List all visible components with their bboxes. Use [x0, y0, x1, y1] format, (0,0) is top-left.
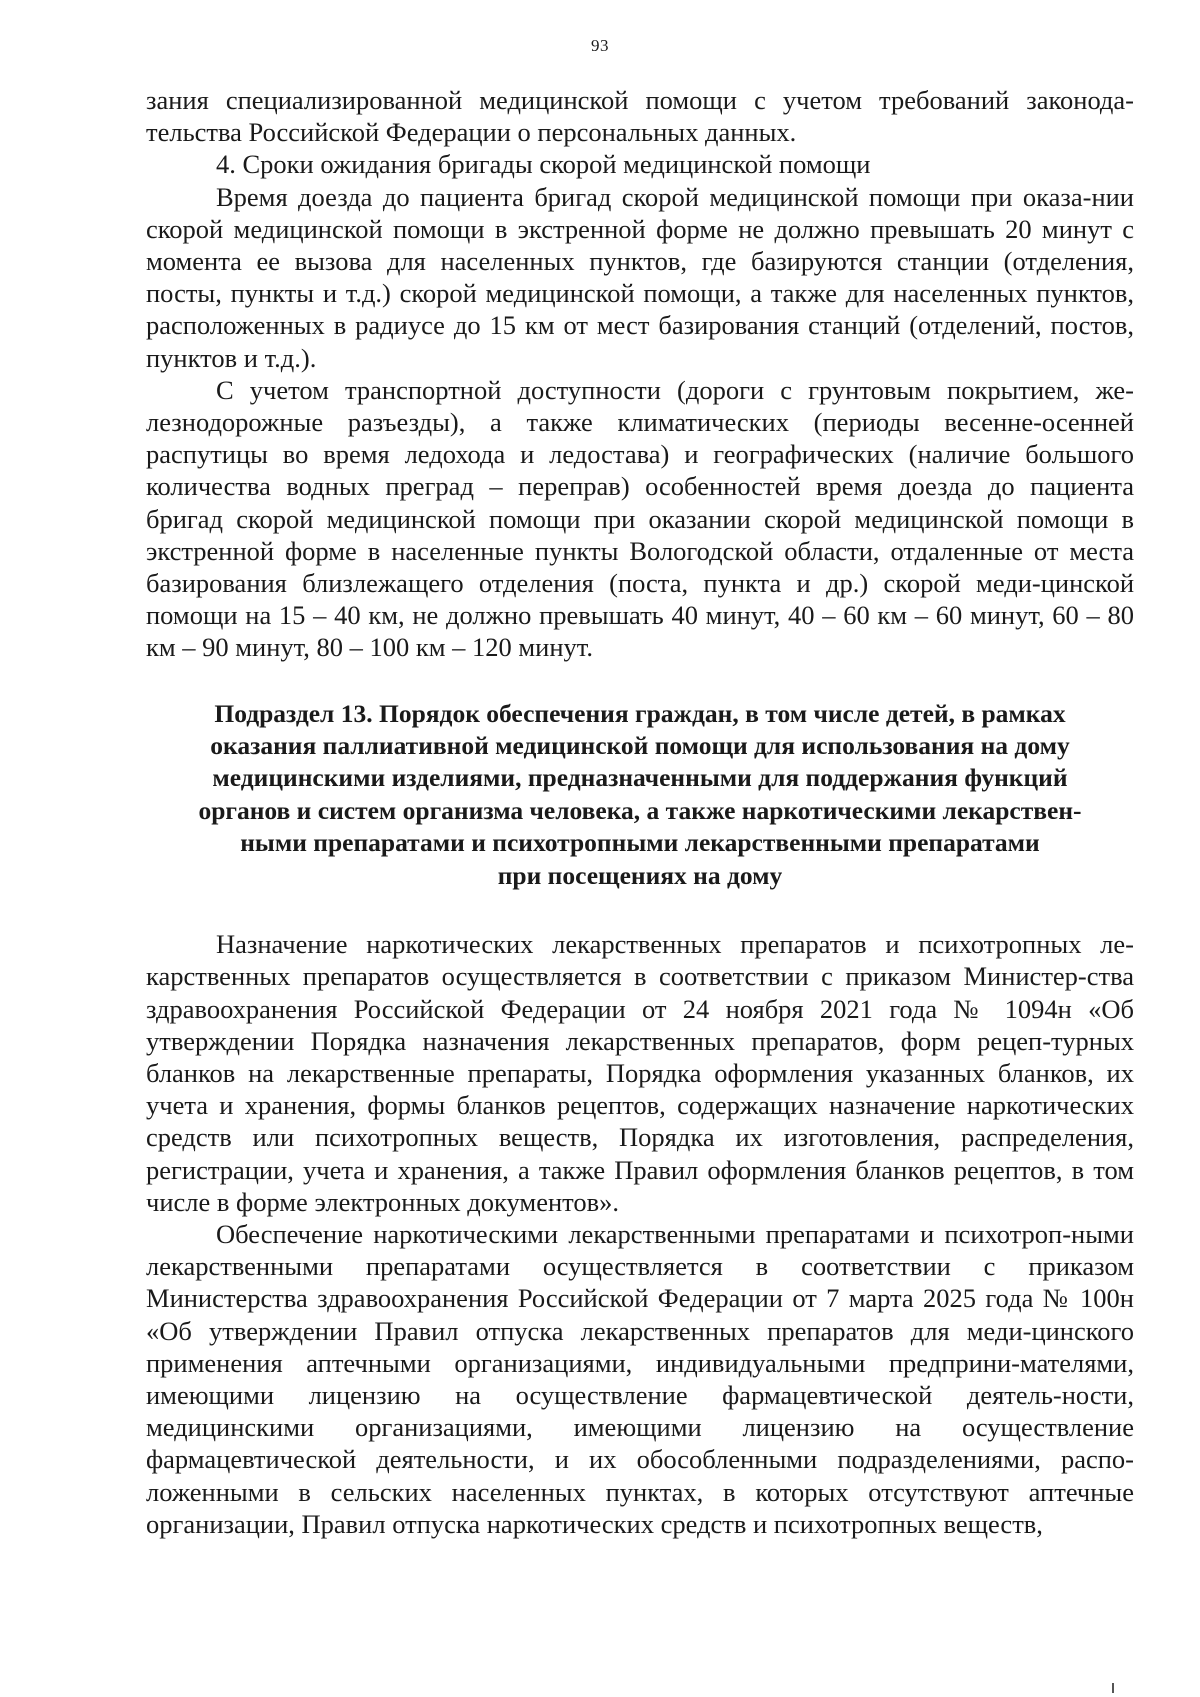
paragraph-response-time: Время доезда до пациента бригад скорой медицинской помощи при оказа-нии скорой медицинской помощи в экстренной форме не должно превышать 20 минут с момента ее вызова для населенных пунктов, где базируются станции (отделения, посты, пункты и т.д.) скорой медицинской помощи, а также для населенных пунктов, расположенных в радиусе до 15 км от мест базирования станций (отделений, постов, пунктов и т.д.). — [146, 181, 1134, 373]
section-title-line: органов и систем организма человека, а также наркотическими лекарствен- — [198, 795, 1082, 825]
section-title-line: Подраздел 13. Порядок обеспечения граждан, в том числе детей, в рамках — [214, 698, 1066, 728]
section-title-line: оказания паллиативной медицинской помощи для использования на дому — [210, 731, 1070, 761]
section-title-line: при посещениях на дому — [497, 860, 783, 890]
paragraph-transport-access: С учетом транспортной доступности (дороги с грунтовым покрытием, же-лезнодорожные разъезды), а также климатических (периоды весенне-осенней распутицы во время ледохода и ледостава) и географических (наличие большого количества водных преград – переправ) особенностей время доезда до пациента бригад скорой медицинской помощи при оказании скорой медицинской помощи в экстренной форме в населенные пункты Вологодской области, отдаленные от места базирования близлежащего отделения (поста, пункта и др.) скорой меди-цинской помощи на 15 – 40 км, не должно превышать 40 минут, 40 – 60 км – 60 минут, 60 – 80 км – 90 минут, 80 – 100 км – 120 минут. — [146, 374, 1134, 663]
section-title-line: медицинскими изделиями, предназначенными для поддержания функций — [212, 763, 1068, 793]
page-number: 93 — [591, 36, 609, 55]
subsection-heading: 4. Сроки ожидания бригады скорой медицинской помощи — [216, 149, 871, 180]
scan-mark — [1112, 1683, 1114, 1693]
paragraph-continuation: зания специализированной медицинской помощи с учетом требований законода-тельства Российской Федерации о персональных данных. — [146, 85, 1134, 148]
section-title-line: ными препаратами и психотропными лекарственными препаратами — [240, 828, 1040, 858]
page-body — [146, 84, 1134, 1540]
section-title — [146, 698, 1134, 892]
paragraph-supply-order: Обеспечение наркотическими лекарственными препаратами и психотроп-ными лекарственными препаратами осуществляется в соответствии с приказом Министерства здравоохранения Российской Федерации от 7 марта 2025 года № 100н «Об утверждении Правил отпуска лекарственных препаратов для меди-цинского применения аптечными организациями, индивидуальными предприни-мателями, имеющими лицензию на осуществление фармацевтической деятель-ности, медицинскими организациями, имеющими лицензию на осуществление фармацевтической деятельности, и их обособленными подразделениями, распо-ложенными в сельских населенных пунктах, в которых отсутствуют аптечные организации, Правил отпуска наркотических средств и психотропных веществ, — [146, 1218, 1134, 1539]
paragraph-prescription-order: Назначение наркотических лекарственных препаратов и психотропных ле-карственных препаратов осуществляется в соответствии с приказом Министер-ства здравоохранения Российской Федерации от 24 ноября 2021 года № 1094н «Об утверждении Порядка назначения лекарственных препаратов, форм рецеп-турных бланков на лекарственные препараты, Порядка оформления указанных бланков, их учета и хранения, формы бланков рецептов, содержащих назначение наркотических средств или психотропных веществ, Порядка их изготовления, распределения, регистрации, учета и хранения, а также Правил оформления бланков рецептов, в том числе в форме электронных документов». — [146, 929, 1134, 1217]
